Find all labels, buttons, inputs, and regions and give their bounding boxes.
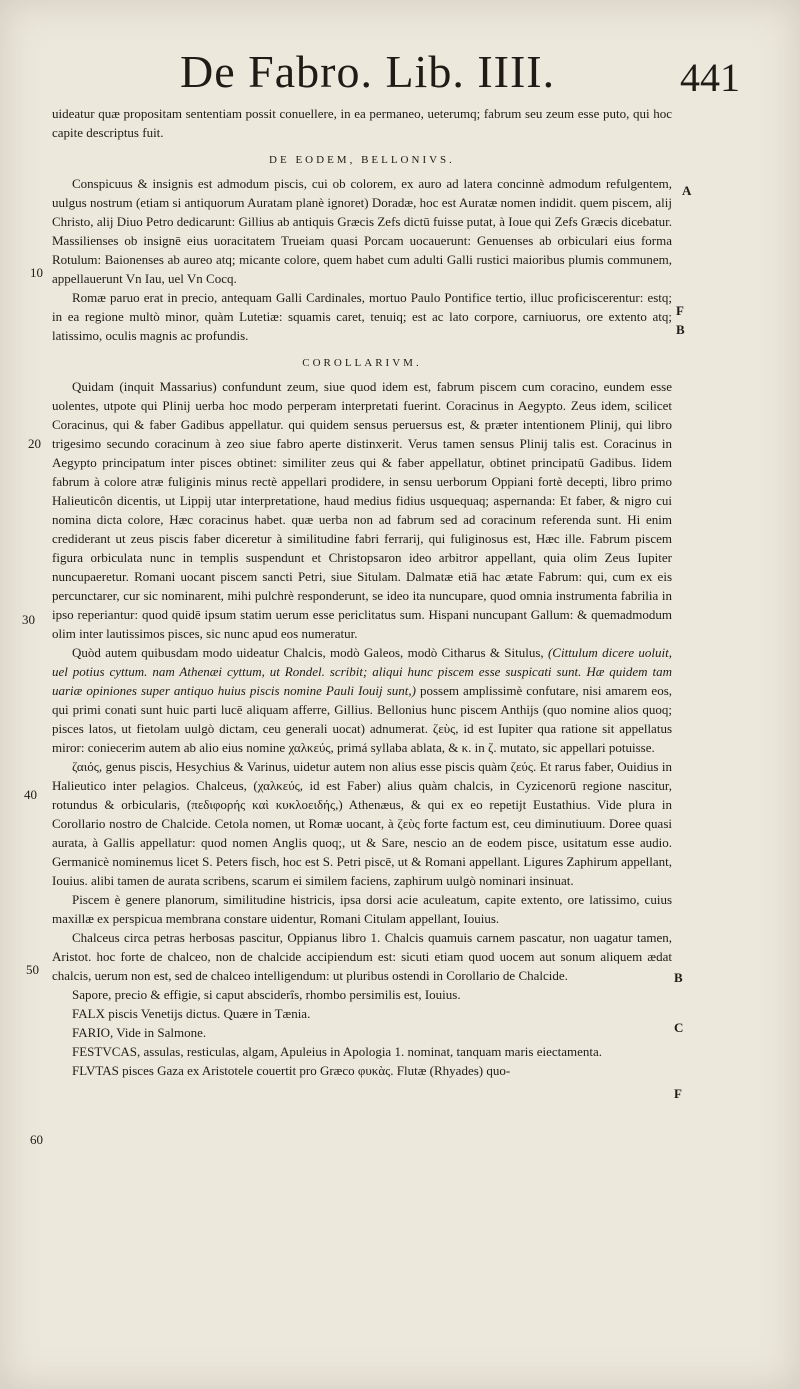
margin-note: B — [674, 970, 683, 985]
margin-note: F — [674, 1086, 682, 1101]
paragraph: Chalceus circa petras herbosas pascitur, Oppianus libro 1. Chalcis quamuis carnem pascatur, non uagatur tamen, Aristot. hoc forte de chalceo, non de chalcide accipiendum est: sicuti etiam quod uocem aut sonum aliquem ædat chalcis, uerum non est, sed de chalceo intelligendum: ut pluribus ostendi in Corollario de Chalcide. — [52, 930, 672, 983]
section-heading: DE EODEM, BELLONIVS. — [269, 154, 455, 166]
page-header — [180, 44, 740, 104]
paragraph: Conspicuus & insignis est admodum piscis, cui ob colorem, ex auro ad latera concinnè admodum refulgentem, uulgus nostrum (etiam si antiquorum Auratam planè ignoret) Doradæ, hoc est Auratæ nomen indidit. quem piscem, alij Christo, alij Diuo Petro dedicarunt: Gillius ab antiquis Græcis Zefs dictū fuisse putat, à Ioue qui Zefs Græcis dicebatur. Massilienses ob insignē eius uoracitatem Trueiam quasi Porcam uocauerunt: Genuenses ab orbiculari eius forma Rotulum: Baionenses ab aureo atq; micante colore, quem habet cum adulti Galli rustici maioribus plumis communem, appellauerunt Vn Iau, uel Vn Cocq. — [52, 176, 672, 286]
paragraph: Piscem è genere planorum, similitudine histricis, ipsa dorsi acie aculeatum, capite extento, ore latissimo, cuius maxillæ ex perspicua membrana constare uidentur, Romani Citulam appellant, Iouius. — [52, 892, 672, 926]
section-heading: COROLLARIVM. — [302, 357, 422, 369]
paragraph: FALX piscis Venetijs dictus. Quære in Tænia. — [72, 1006, 311, 1021]
paragraph: Quidam (inquit Massarius) confundunt zeum, siue quod idem est, fabrum piscem cum coracino, eundem esse uolentes, utpote qui Plinij uerba hoc modo perperam interpretati fuerint. Coracinus in Aegypto. Zeus idem, scilicet Coracinus, qui & faber Gadibus appellatur. qui quidem sensus peruersus est, & præter intentionem Plinij, qui libro trigesimo secundo coracinum à zeo siue fabro aperte distinxerit. Verus tamen sensus Plinij talis est. Coracinus in Aegypto principatum inter pisces obtinet: similiter zeus qui & faber appellatur, obtinet principatū Gadibus. Iidem fabrum à colore atræ fuliginis minus rectè appellari prodidere, in sensu uerborum Oppiani fortè decepti, libro primo Halieuticôn dicentis, ut Lippij utar interpretatione, haud medius fidius usquequaq; aspernanda: Et faber, & nigro cui nomina dicta colore, Hæc coracinus habet. quæ uerba non ad fabrum sed ad coracinum referenda sunt. Hi enim crediderant ut zeus piscis faber diceretur à similitudine fabri ferrarij, qui fuliginosus est, Hæc ille. Fabrum piscem figura orbiculata nunc in templis suspendunt et Christopsaron ideo arbitror appellant, quia olim Zeus Iupiter nuncupaeretur. Romani uocant piscem sancti Petri, siue Situlam. Dalmatæ etiā hac ætate Fabrum: qui, cum ex eis percunctarer, cur sic nominarent, mihi pulchrè responderunt, se ideo ita nuncupare, quod omnia instrumenta fabrilia in ipso reperiantur: quod quidē ipsum statim uerum esse periclitatus sum. Hispani nuncupant Gallum: & quemadmodum olim inter lautissimos pisces, sic nunc apud eos numeratur. — [52, 379, 672, 641]
margin-note: F — [676, 303, 684, 318]
line-number: 60 — [30, 1132, 43, 1147]
margin-note: A — [682, 183, 692, 198]
line-number: 10 — [30, 265, 43, 280]
paragraph: FESTVCAS, assulas, resticulas, algam, Apuleius in Apologia 1. nominat, tanquam maris eiectamenta. — [72, 1044, 603, 1059]
paragraph: ζαιός, genus piscis, Hesychius & Varinus, uidetur autem non alius esse piscis quàm ζεύς. Et rarus faber, Ouidius in Halieutico inter pelagios. Chalceus, (χαλκεύς, id est Faber) alius quàm chalcis, in Cyzicenorū regione nascitur, rotundus & orbicularis, (πεδιφορής καὶ κυκλοειδής,) Athenæus, & qui ex eo repetijt Eustathius. Vide plura in Corollario nostro de Chalcide. Cetola nomen, ut Romæ uocant, à ζεὺς forte factum est, ceu diminutiuum. Doree quasi aurata, à Gallis appellatur: quod nomen Anglis quoq;, ut & Sare, nescio an de eodem pisce, usitatum esse audio. Germanicè nominemus licet S. Peters fisch, hoc est S. Petri piscē, ut & Romani appellant. Ligures Zaphirum appellant, Iouius. alibi tamen de aurata scribens, scarum ei similem faciens, zaphirum uulgò nominari insinuat. — [52, 759, 672, 888]
page-number: 441 — [680, 55, 740, 100]
margin-note: C — [674, 1020, 684, 1035]
running-title: De Fabro. Lib. IIII. — [180, 46, 556, 97]
line-number: 50 — [26, 962, 39, 977]
line-number: 30 — [22, 612, 35, 627]
paragraph-part: Quòd autem quibusdam modo uideatur Chalcis, modò Galeos, modò Citharus & Situlus, — [72, 645, 544, 660]
paragraph: Romæ paruo erat in precio, antequam Galli Cardinales, mortuo Paulo Pontifice tertio, illuc proficiscerentur: estq; in ea regione multò minor, quàm Lutetiæ: squamis caret, tenuiq; est ac lato corpore, carniuorus, ore extento atq; latissimo, oculis magnis ac profundis. — [52, 290, 672, 343]
line-number: 40 — [24, 787, 37, 802]
paragraph: FARIO, Vide in Salmone. — [72, 1025, 207, 1040]
paragraph: uideatur quæ propositam sententiam possit conuellere, in ea permaneo, ueterumq; fabrum seu zeum esse puto, qui hoc capite descriptus fuit. — [52, 106, 672, 140]
paragraph: Sapore, precio & effigie, si caput absciderîs, rhombo persimilis est, Iouius. — [72, 987, 461, 1002]
paragraph-part: possem amplissimè confutare, nisi amarem eos, qui primi conati sunt huic parti lucē aliquam afferre, Gillius. Bellonius hunc piscem Anthijs (quo nomine alios quoq; pisces latos, ut fietolam uulgò dictam, ceu generali uocat) adnumerat. ζεὺς, id est Iupiter qua ratione sit appellatus miror: coniecerim autem ab alio eius nomine χαλκεύς, primá syllaba ablata, & κ. in ζ. mutato, sic appellari potuisse. — [52, 683, 673, 755]
paragraph: FLVTAS pisces Gaza ex Aristotele couertit pro Græco φυκὰς. Flutæ (Rhyades) quo- — [72, 1063, 511, 1078]
italic-gloss: (Cittulum dicere uoluit, uel potius cyttum. nam Athenæi cyttum, ut Rondel. scribit; aliqui hunc piscem esse suspicati sunt. Hæ quidem tam uariæ opiniones super antiquo huius piscis nomine Pauli Iouij sunt,) — [52, 645, 673, 698]
paragraph — [52, 643, 672, 757]
margin-note: B — [676, 322, 685, 337]
line-number: 20 — [28, 436, 41, 451]
body-text — [52, 104, 672, 1080]
